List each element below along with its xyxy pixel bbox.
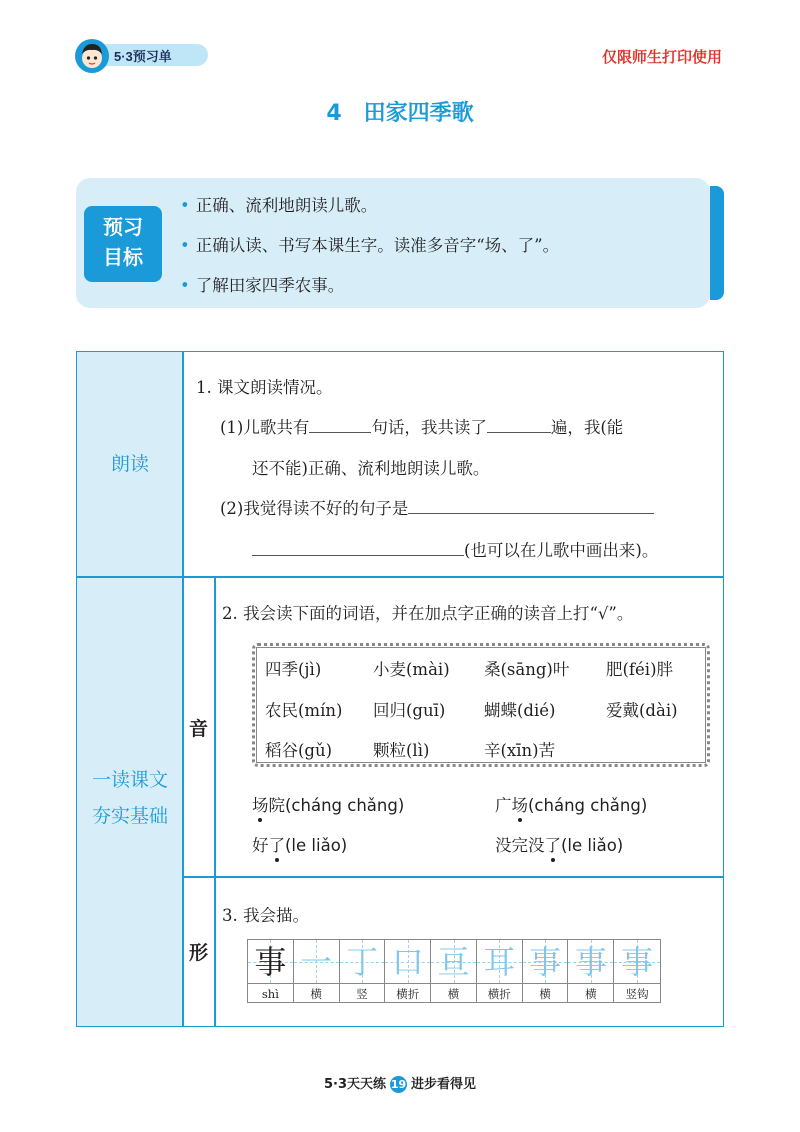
stroke-label: 横	[539, 987, 551, 1001]
dotted-char: 场	[252, 796, 269, 815]
model-char: 事	[254, 943, 287, 981]
q3-title: 3. 我会描。	[222, 906, 309, 925]
answer-line[interactable]	[252, 554, 464, 556]
word-item[interactable]: 肥(féi)胖	[606, 660, 674, 679]
answer-blank[interactable]	[487, 431, 551, 433]
word-item[interactable]: 爱戴(dài)	[606, 701, 678, 720]
answer-blank[interactable]	[309, 431, 371, 433]
row-label-line: 夯实基础	[91, 805, 168, 827]
print-notice: 仅限师生打印使用	[601, 48, 722, 66]
trace-char[interactable]: 口	[391, 943, 424, 981]
lesson-name: 田家四季歌	[363, 101, 474, 126]
q1-text: 遍，我(能	[550, 418, 624, 437]
stroke-label: shì	[261, 987, 279, 1001]
row-label-foundation	[77, 762, 183, 834]
stroke-cell[interactable]	[431, 940, 477, 1002]
word-text: 好	[252, 836, 269, 855]
lesson-title	[0, 96, 800, 127]
q1-text: 句话，我共读了	[371, 418, 487, 437]
word-text: 广	[495, 796, 512, 815]
stroke-label: 竖钩	[625, 987, 649, 1001]
stroke-cell[interactable]	[294, 940, 340, 1002]
stroke-label: 横折	[396, 987, 420, 1001]
pinyin-options: (le liǎo)	[561, 836, 624, 855]
pinyin-options: (cháng chǎng)	[528, 796, 648, 815]
q1-part1-cont: 还不能)正确、流利地朗读儿歌。	[252, 459, 490, 478]
table-divider	[214, 577, 216, 1026]
pinyin-options: (le liǎo)	[285, 836, 348, 855]
table-divider	[77, 576, 723, 578]
footer-brand: 5·3天天练	[323, 1077, 386, 1092]
polyphone-item[interactable]	[252, 792, 404, 816]
dotted-char: 场	[511, 796, 528, 815]
word-item[interactable]: 蝴蝶(dié)	[484, 701, 556, 720]
stroke-cell[interactable]	[385, 940, 431, 1002]
trace-char[interactable]: 丁	[345, 943, 378, 981]
stroke-label: 竖	[356, 987, 368, 1001]
goal-text: 了解田家四季农事。	[195, 276, 345, 295]
series-badge	[74, 38, 210, 74]
word-item[interactable]: 农民(mín)	[265, 701, 343, 720]
q1-title: 1. 课文朗读情况。	[196, 378, 333, 397]
word-text: 院	[268, 796, 285, 815]
stroke-cell[interactable]	[477, 940, 523, 1002]
row-label-line: 一读课文	[91, 769, 168, 791]
stroke-cell[interactable]	[568, 940, 614, 1002]
trace-char[interactable]: 事	[621, 943, 654, 981]
row-label-reading: 朗读	[110, 453, 149, 475]
goal-item	[180, 232, 559, 256]
q1-text: (1)儿歌共有	[220, 418, 310, 437]
word-item[interactable]: 四季(jì)	[265, 660, 322, 679]
stroke-label: 横	[585, 987, 597, 1001]
sub-label-shape: 形	[189, 942, 209, 964]
word-item[interactable]: 颗粒(lì)	[373, 741, 430, 760]
q2-title: 2. 我会读下面的词语，并在加点字正确的读音上打“√”。	[222, 604, 634, 623]
badge-label: 5·3预习单	[114, 49, 172, 64]
page-number: 19	[390, 1078, 407, 1091]
trace-char[interactable]: 一	[300, 943, 333, 981]
pinyin-options: (cháng chǎng)	[285, 796, 405, 815]
stroke-label: 横折	[487, 987, 511, 1001]
goal-text: 正确认读、书写本课生字。读准多音字“场、了”。	[195, 236, 560, 255]
dotted-char: 了	[544, 836, 561, 855]
q1-part2	[220, 495, 654, 519]
trace-char[interactable]: 亘	[437, 943, 470, 981]
sub-label-sound: 音	[189, 718, 209, 740]
word-item[interactable]: 桑(sāng)叶	[484, 660, 570, 679]
student-avatar-icon	[74, 38, 110, 74]
page-footer	[0, 1073, 800, 1093]
word-text: 没完没	[495, 836, 545, 855]
dotted-char: 了	[268, 836, 285, 855]
stroke-order-grid	[247, 939, 661, 1003]
trace-char[interactable]: 事	[529, 943, 562, 981]
lesson-number: 4	[326, 101, 342, 126]
answer-line[interactable]	[408, 512, 654, 514]
goal-text: 正确、流利地朗读儿歌。	[195, 196, 378, 215]
goal-item	[180, 272, 344, 296]
goals-tag-line2: 目标	[103, 245, 143, 269]
bullet-icon: •	[180, 236, 190, 255]
bullet-icon: •	[180, 276, 190, 295]
goals-tag	[84, 206, 162, 282]
bullet-icon: •	[180, 196, 190, 215]
q1-part2-cont	[252, 537, 658, 561]
word-item[interactable]: 稻谷(gǔ)	[265, 741, 333, 760]
word-item[interactable]: 辛(xīn)苦	[484, 741, 556, 760]
q1-text: (也可以在儿歌中画出来)。	[464, 541, 659, 560]
polyphone-item[interactable]	[495, 792, 647, 816]
goals-tag-line1: 预习	[103, 215, 143, 239]
word-item[interactable]: 回归(guī)	[373, 701, 446, 720]
stroke-cell	[248, 940, 294, 1002]
stroke-cell[interactable]	[340, 940, 386, 1002]
stroke-cell[interactable]	[523, 940, 569, 1002]
stroke-label: 横	[310, 987, 322, 1001]
trace-char[interactable]: 事	[574, 943, 607, 981]
goals-panel-edge	[710, 186, 724, 300]
q1-text: (2)我觉得读不好的句子是	[220, 499, 409, 518]
goal-item	[180, 192, 377, 216]
trace-char[interactable]: 耳	[483, 943, 516, 981]
q1-part1	[220, 414, 623, 438]
polyphone-item[interactable]	[252, 832, 347, 856]
stroke-label: 横	[447, 987, 460, 1001]
word-item[interactable]: 小麦(mài)	[373, 660, 450, 679]
table-divider	[183, 876, 723, 878]
stroke-cell[interactable]	[614, 940, 660, 1002]
polyphone-item[interactable]	[495, 832, 623, 856]
footer-slogan: 进步看得见	[411, 1077, 477, 1092]
